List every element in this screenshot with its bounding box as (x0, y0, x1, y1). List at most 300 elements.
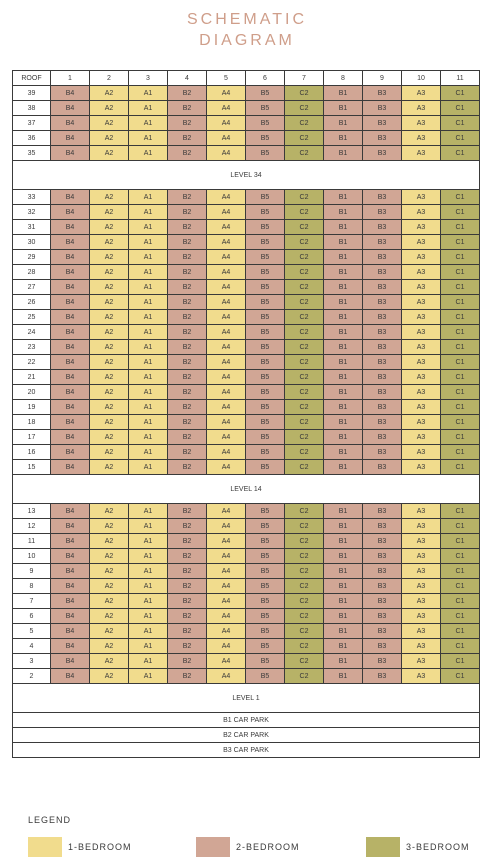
unit-cell: B3 (363, 325, 402, 340)
unit-cell: B5 (246, 534, 285, 549)
floor-number: 19 (13, 400, 51, 415)
header-stack: 10 (402, 71, 441, 86)
unit-cell: C1 (441, 131, 480, 146)
unit-cell: B2 (168, 564, 207, 579)
unit-cell: B4 (51, 579, 90, 594)
unit-cell: B5 (246, 669, 285, 684)
unit-cell: A4 (207, 415, 246, 430)
floor-number: 11 (13, 534, 51, 549)
floor-number: 25 (13, 310, 51, 325)
unit-cell: A1 (129, 445, 168, 460)
unit-cell: B3 (363, 190, 402, 205)
unit-cell: B2 (168, 609, 207, 624)
unit-cell: A4 (207, 235, 246, 250)
floor-number: 33 (13, 190, 51, 205)
unit-cell: B5 (246, 340, 285, 355)
unit-cell: C1 (441, 310, 480, 325)
unit-cell: B5 (246, 639, 285, 654)
unit-cell: B5 (246, 250, 285, 265)
unit-cell: B3 (363, 504, 402, 519)
unit-cell: B1 (324, 639, 363, 654)
unit-cell: C2 (285, 265, 324, 280)
unit-cell: B5 (246, 355, 285, 370)
unit-cell: C2 (285, 250, 324, 265)
unit-cell: B5 (246, 220, 285, 235)
floor-row (13, 370, 480, 385)
unit-cell: B1 (324, 205, 363, 220)
floor-number: 3 (13, 654, 51, 669)
unit-cell: B1 (324, 594, 363, 609)
unit-cell: B2 (168, 654, 207, 669)
unit-cell: A3 (402, 370, 441, 385)
unit-cell: A2 (90, 190, 129, 205)
car-park-row (13, 728, 480, 743)
unit-cell: A3 (402, 564, 441, 579)
unit-cell: B2 (168, 504, 207, 519)
unit-cell: C1 (441, 370, 480, 385)
unit-cell: B5 (246, 564, 285, 579)
unit-cell: C2 (285, 86, 324, 101)
unit-cell: A3 (402, 101, 441, 116)
unit-cell: B1 (324, 579, 363, 594)
unit-cell: B2 (168, 534, 207, 549)
unit-cell: B5 (246, 265, 285, 280)
floor-number: 18 (13, 415, 51, 430)
unit-cell: B1 (324, 235, 363, 250)
unit-cell: A4 (207, 340, 246, 355)
unit-cell: B5 (246, 415, 285, 430)
unit-cell: B2 (168, 355, 207, 370)
unit-cell: C2 (285, 146, 324, 161)
unit-cell: B5 (246, 430, 285, 445)
unit-cell: A4 (207, 564, 246, 579)
unit-cell: A1 (129, 609, 168, 624)
unit-cell: C2 (285, 594, 324, 609)
unit-cell: A2 (90, 430, 129, 445)
unit-cell: B2 (168, 101, 207, 116)
unit-cell: A2 (90, 116, 129, 131)
unit-cell: A1 (129, 220, 168, 235)
floor-number: 2 (13, 669, 51, 684)
unit-cell: B1 (324, 549, 363, 564)
unit-cell: C2 (285, 220, 324, 235)
level-band-row (13, 161, 480, 190)
unit-cell: B5 (246, 86, 285, 101)
header-row (13, 71, 480, 86)
unit-cell: A1 (129, 639, 168, 654)
unit-cell: B3 (363, 370, 402, 385)
floor-row (13, 445, 480, 460)
unit-cell: C2 (285, 190, 324, 205)
header-stack: 4 (168, 71, 207, 86)
floor-number: 17 (13, 430, 51, 445)
unit-cell: C2 (285, 385, 324, 400)
unit-cell: A4 (207, 385, 246, 400)
header-stack: 9 (363, 71, 402, 86)
unit-cell: A2 (90, 445, 129, 460)
unit-cell: B4 (51, 430, 90, 445)
unit-cell: A1 (129, 460, 168, 475)
legend-swatch-2-bedroom (196, 837, 230, 857)
floor-number: 16 (13, 445, 51, 460)
unit-cell: B3 (363, 86, 402, 101)
unit-cell: A1 (129, 594, 168, 609)
unit-cell: A4 (207, 295, 246, 310)
unit-cell: B1 (324, 355, 363, 370)
floor-number: 24 (13, 325, 51, 340)
unit-cell: C1 (441, 654, 480, 669)
floor-row (13, 355, 480, 370)
unit-cell: B3 (363, 534, 402, 549)
unit-cell: A2 (90, 265, 129, 280)
unit-cell: B5 (246, 654, 285, 669)
unit-cell: B3 (363, 265, 402, 280)
unit-cell: B4 (51, 131, 90, 146)
level-label: LEVEL 14 (13, 475, 480, 504)
unit-cell: C2 (285, 579, 324, 594)
unit-cell: B3 (363, 624, 402, 639)
header-stack: 8 (324, 71, 363, 86)
unit-cell: A4 (207, 504, 246, 519)
unit-cell: B2 (168, 146, 207, 161)
unit-cell: A3 (402, 400, 441, 415)
unit-cell: A1 (129, 190, 168, 205)
unit-cell: A2 (90, 370, 129, 385)
unit-cell: A2 (90, 101, 129, 116)
unit-cell: C2 (285, 669, 324, 684)
floor-number: 29 (13, 250, 51, 265)
unit-cell: C1 (441, 101, 480, 116)
unit-cell: A3 (402, 146, 441, 161)
car-park-row (13, 743, 480, 758)
unit-cell: A1 (129, 564, 168, 579)
unit-cell: B5 (246, 609, 285, 624)
unit-cell: A3 (402, 639, 441, 654)
unit-cell: A1 (129, 579, 168, 594)
unit-cell: B4 (51, 146, 90, 161)
schematic-grid-body (13, 71, 480, 758)
unit-cell: A4 (207, 549, 246, 564)
unit-cell: C1 (441, 385, 480, 400)
unit-cell: C1 (441, 460, 480, 475)
floor-number: 10 (13, 549, 51, 564)
unit-cell: A3 (402, 609, 441, 624)
unit-cell: B3 (363, 280, 402, 295)
unit-cell: A4 (207, 146, 246, 161)
unit-cell: C1 (441, 639, 480, 654)
unit-cell: C2 (285, 205, 324, 220)
unit-cell: B4 (51, 280, 90, 295)
unit-cell: B1 (324, 280, 363, 295)
unit-cell: B5 (246, 504, 285, 519)
unit-cell: A3 (402, 116, 441, 131)
unit-cell: C1 (441, 400, 480, 415)
unit-cell: B2 (168, 190, 207, 205)
unit-cell: C1 (441, 504, 480, 519)
unit-cell: B4 (51, 639, 90, 654)
unit-cell: C2 (285, 549, 324, 564)
unit-cell: B1 (324, 400, 363, 415)
unit-cell: C2 (285, 430, 324, 445)
unit-cell: A4 (207, 534, 246, 549)
header-stack: 5 (207, 71, 246, 86)
unit-cell: C2 (285, 235, 324, 250)
unit-cell: B1 (324, 504, 363, 519)
floor-number: 22 (13, 355, 51, 370)
unit-cell: B2 (168, 265, 207, 280)
unit-cell: A4 (207, 265, 246, 280)
unit-cell: A3 (402, 415, 441, 430)
unit-cell: C2 (285, 325, 324, 340)
unit-cell: C1 (441, 146, 480, 161)
unit-cell: B1 (324, 250, 363, 265)
unit-cell: A1 (129, 504, 168, 519)
floor-number: 4 (13, 639, 51, 654)
unit-cell: A3 (402, 519, 441, 534)
unit-cell: C2 (285, 400, 324, 415)
floor-row (13, 430, 480, 445)
unit-cell: B2 (168, 205, 207, 220)
unit-cell: C1 (441, 265, 480, 280)
unit-cell: A2 (90, 235, 129, 250)
unit-cell: A2 (90, 86, 129, 101)
unit-cell: B2 (168, 385, 207, 400)
unit-cell: B4 (51, 594, 90, 609)
unit-cell: B2 (168, 549, 207, 564)
floor-row (13, 220, 480, 235)
unit-cell: C2 (285, 639, 324, 654)
unit-cell: B2 (168, 340, 207, 355)
unit-cell: B5 (246, 445, 285, 460)
unit-cell: A3 (402, 235, 441, 250)
unit-cell: A2 (90, 639, 129, 654)
unit-cell: B5 (246, 295, 285, 310)
unit-cell: B3 (363, 101, 402, 116)
floor-number: 27 (13, 280, 51, 295)
unit-cell: A1 (129, 415, 168, 430)
unit-cell: A3 (402, 624, 441, 639)
unit-cell: C2 (285, 654, 324, 669)
unit-cell: B3 (363, 564, 402, 579)
unit-cell: C2 (285, 504, 324, 519)
unit-cell: A3 (402, 445, 441, 460)
legend-swatch-3-bedroom (366, 837, 400, 857)
unit-cell: B4 (51, 250, 90, 265)
unit-cell: A4 (207, 205, 246, 220)
floor-row (13, 549, 480, 564)
unit-cell: A1 (129, 235, 168, 250)
unit-cell: B2 (168, 310, 207, 325)
unit-cell: C1 (441, 415, 480, 430)
unit-cell: B2 (168, 669, 207, 684)
unit-cell: B3 (363, 654, 402, 669)
unit-cell: A1 (129, 86, 168, 101)
unit-cell: C1 (441, 624, 480, 639)
floor-row (13, 639, 480, 654)
floor-number: 31 (13, 220, 51, 235)
floor-number: 21 (13, 370, 51, 385)
unit-cell: B1 (324, 669, 363, 684)
page-title-line-1: SCHEMATIC (186, 11, 308, 28)
unit-cell: B4 (51, 654, 90, 669)
unit-cell: A3 (402, 549, 441, 564)
unit-cell: A2 (90, 609, 129, 624)
unit-cell: B3 (363, 400, 402, 415)
unit-cell: A2 (90, 534, 129, 549)
unit-cell: A4 (207, 325, 246, 340)
legend-label-1-bedroom: 1-BEDROOM (68, 842, 132, 852)
header-stack: 6 (246, 71, 285, 86)
floor-row (13, 669, 480, 684)
floor-number: 8 (13, 579, 51, 594)
floor-number: 5 (13, 624, 51, 639)
unit-cell: C2 (285, 445, 324, 460)
level-band-row (13, 475, 480, 504)
legend-label-2-bedroom: 2-BEDROOM (236, 842, 300, 852)
unit-cell: A4 (207, 250, 246, 265)
unit-cell: B3 (363, 295, 402, 310)
unit-cell: A4 (207, 654, 246, 669)
unit-cell: B3 (363, 519, 402, 534)
unit-cell: B5 (246, 549, 285, 564)
unit-cell: C2 (285, 131, 324, 146)
unit-cell: B1 (324, 131, 363, 146)
unit-cell: A1 (129, 250, 168, 265)
unit-cell: B4 (51, 504, 90, 519)
floor-number: 13 (13, 504, 51, 519)
unit-cell: A2 (90, 146, 129, 161)
unit-cell: A2 (90, 325, 129, 340)
unit-cell: A3 (402, 534, 441, 549)
unit-cell: A2 (90, 250, 129, 265)
unit-cell: B1 (324, 190, 363, 205)
unit-cell: B4 (51, 370, 90, 385)
unit-cell: A4 (207, 430, 246, 445)
unit-cell: B3 (363, 639, 402, 654)
unit-cell: A2 (90, 385, 129, 400)
unit-cell: A3 (402, 280, 441, 295)
unit-cell: A1 (129, 131, 168, 146)
unit-cell: A4 (207, 624, 246, 639)
unit-cell: A1 (129, 400, 168, 415)
unit-cell: A1 (129, 205, 168, 220)
unit-cell: A1 (129, 280, 168, 295)
floor-row (13, 624, 480, 639)
header-stack: 11 (441, 71, 480, 86)
unit-cell: B2 (168, 430, 207, 445)
unit-cell: B4 (51, 669, 90, 684)
unit-cell: B3 (363, 355, 402, 370)
unit-cell: B1 (324, 101, 363, 116)
car-park-label: B2 CAR PARK (13, 728, 480, 743)
unit-cell: B1 (324, 445, 363, 460)
header-stack: 2 (90, 71, 129, 86)
unit-cell: A3 (402, 355, 441, 370)
unit-cell: B1 (324, 460, 363, 475)
unit-cell: C2 (285, 534, 324, 549)
unit-cell: A3 (402, 504, 441, 519)
unit-cell: B4 (51, 190, 90, 205)
unit-cell: B2 (168, 579, 207, 594)
unit-cell: B1 (324, 116, 363, 131)
unit-cell: A1 (129, 265, 168, 280)
legend-title: LEGEND (28, 815, 72, 825)
floor-row (13, 265, 480, 280)
unit-cell: B2 (168, 445, 207, 460)
unit-cell: B2 (168, 400, 207, 415)
unit-cell: A1 (129, 430, 168, 445)
floor-row (13, 190, 480, 205)
unit-cell: B5 (246, 205, 285, 220)
unit-cell: B3 (363, 340, 402, 355)
unit-cell: A3 (402, 385, 441, 400)
unit-cell: A2 (90, 205, 129, 220)
unit-cell: C1 (441, 355, 480, 370)
unit-cell: A1 (129, 370, 168, 385)
unit-cell: B2 (168, 624, 207, 639)
unit-cell: B5 (246, 101, 285, 116)
unit-cell: B3 (363, 205, 402, 220)
unit-cell: A1 (129, 101, 168, 116)
unit-cell: A4 (207, 669, 246, 684)
unit-cell: B3 (363, 415, 402, 430)
unit-cell: C2 (285, 310, 324, 325)
unit-cell: C2 (285, 295, 324, 310)
unit-cell: B1 (324, 340, 363, 355)
unit-cell: B3 (363, 310, 402, 325)
unit-cell: A3 (402, 654, 441, 669)
floor-number: 28 (13, 265, 51, 280)
unit-cell: B2 (168, 235, 207, 250)
unit-cell: B4 (51, 116, 90, 131)
unit-cell: A1 (129, 669, 168, 684)
floor-row (13, 280, 480, 295)
unit-cell: A1 (129, 116, 168, 131)
page-title-line-2: DIAGRAM (199, 32, 295, 49)
unit-cell: B2 (168, 250, 207, 265)
unit-cell: C1 (441, 340, 480, 355)
unit-cell: B4 (51, 609, 90, 624)
unit-cell: A3 (402, 220, 441, 235)
unit-cell: B5 (246, 190, 285, 205)
header-stack: 7 (285, 71, 324, 86)
unit-cell: B4 (51, 86, 90, 101)
unit-cell: A4 (207, 116, 246, 131)
floor-row (13, 235, 480, 250)
unit-cell: B3 (363, 250, 402, 265)
unit-cell: B1 (324, 310, 363, 325)
floor-row (13, 310, 480, 325)
floor-number: 32 (13, 205, 51, 220)
unit-cell: B1 (324, 220, 363, 235)
unit-cell: C2 (285, 116, 324, 131)
level-label: LEVEL 1 (13, 684, 480, 713)
unit-cell: C1 (441, 594, 480, 609)
unit-cell: A2 (90, 460, 129, 475)
unit-cell: A2 (90, 295, 129, 310)
unit-cell: B1 (324, 519, 363, 534)
unit-cell: B4 (51, 460, 90, 475)
unit-cell: A2 (90, 340, 129, 355)
unit-cell: B1 (324, 370, 363, 385)
unit-cell: A1 (129, 146, 168, 161)
unit-cell: A4 (207, 86, 246, 101)
unit-cell: B4 (51, 534, 90, 549)
unit-cell: B5 (246, 385, 285, 400)
unit-cell: A1 (129, 385, 168, 400)
unit-cell: B3 (363, 445, 402, 460)
unit-cell: A2 (90, 131, 129, 146)
